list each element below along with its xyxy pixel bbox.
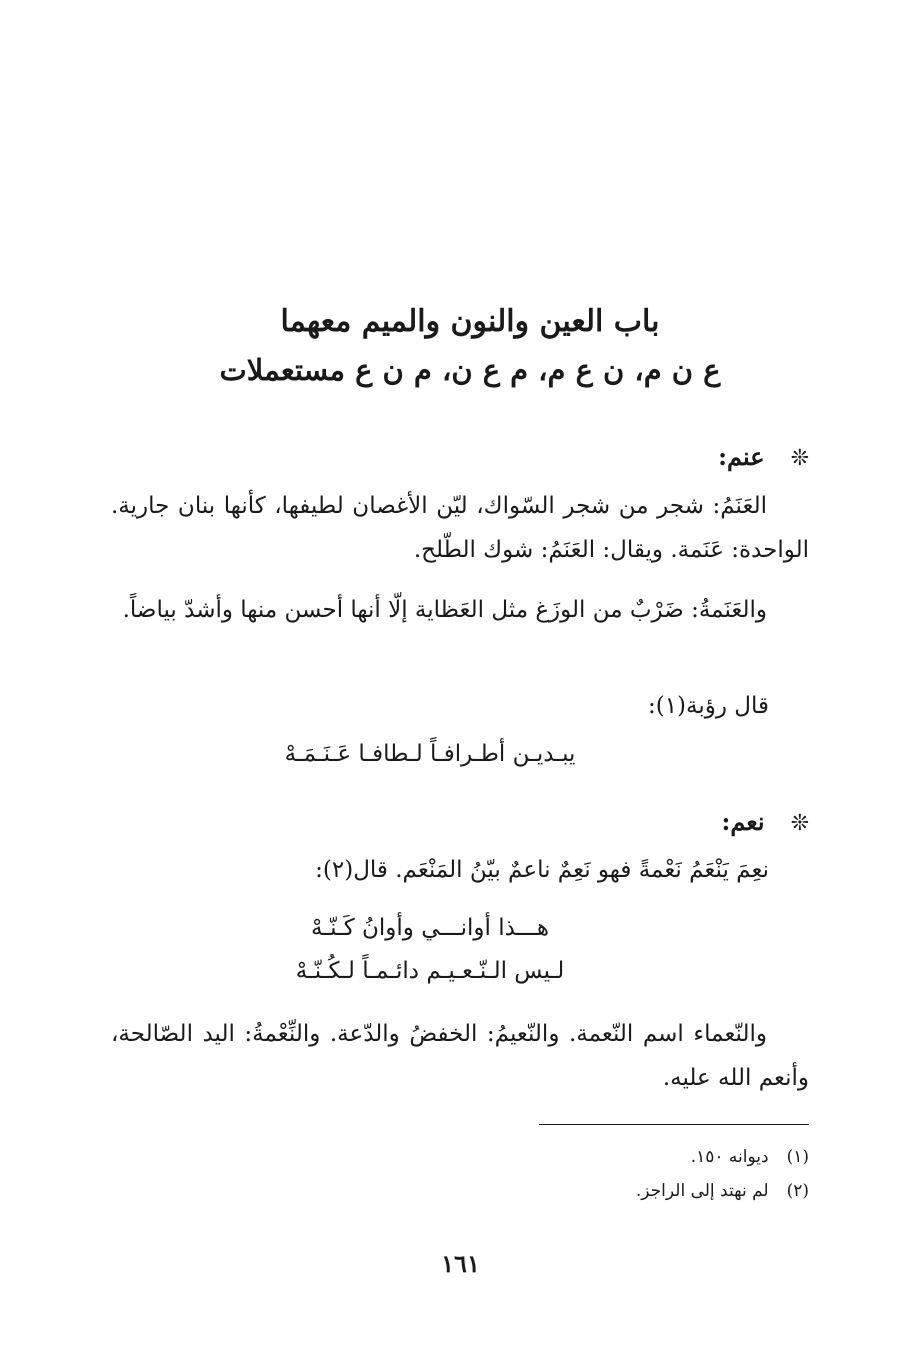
entry-heading-label: نعم:: [721, 807, 765, 836]
entry-heading-label: عنم:: [718, 442, 765, 471]
chapter-subtitle: ع ن م، ن ع م، م ع ن، م ن ع مستعملات: [219, 353, 721, 387]
verse-line: هـــذا أوانـــي وأوانُ كَـنّـهْ: [311, 915, 549, 941]
footnote: [636, 1178, 809, 1204]
verse-line: لـيس الـنّـعـيـم دائـمـاً لـكُـنّـهْ: [295, 958, 565, 984]
quote-intro: قال رؤبة(١):: [647, 693, 769, 719]
footnote-text: ديوانه ١٥٠.: [690, 1147, 769, 1167]
entry-heading-anam: [718, 440, 809, 476]
entry-paragraph: والنّعماء اسم النّعمة. والنّعيمُ: الخفضُ والدّعة. والنِّعْمةُ: اليد الصّالحة، وأنعم الله عليه.: [111, 1021, 809, 1091]
page-number: ١٦١: [441, 1249, 480, 1278]
footnote-text: لم نهتد إلى الراجز.: [635, 1181, 769, 1201]
footnote: [691, 1144, 809, 1170]
footnote-number: (٢): [786, 1181, 809, 1201]
entry-heading-naam: [721, 805, 809, 841]
entry-paragraph: العَنَمُ: شجر من شجر السّواك، ليّن الأغصان لطيفها، كأنها بنان جارية. الواحدة: عَنَمة. ويقال: العَنَمُ: شوك الطّلح.: [111, 493, 809, 563]
entry-paragraph: والعَنَمةُ: ضَرْبٌ من الوزَغ مثل العَظاية إلّا أنها أحسن منها وأشدّ بياضاً.: [122, 597, 767, 623]
verse-line: يبـديـن أطـرافـاً لـطافـا عَـنَـمَـهْ: [284, 741, 576, 767]
asterism-icon: ❊: [790, 811, 809, 836]
footnote-divider: [539, 1124, 809, 1125]
footnote-number: (١): [786, 1147, 809, 1167]
chapter-title: باب العين والنون والميم معهما: [280, 304, 660, 339]
entry-line: نعِمَ يَنْعَمُ نَعْمةً فهو نَعِمٌ ناعمٌ بيّنُ المَنْعَم. قال(٢):: [315, 857, 769, 883]
asterism-icon: ❊: [790, 446, 809, 471]
